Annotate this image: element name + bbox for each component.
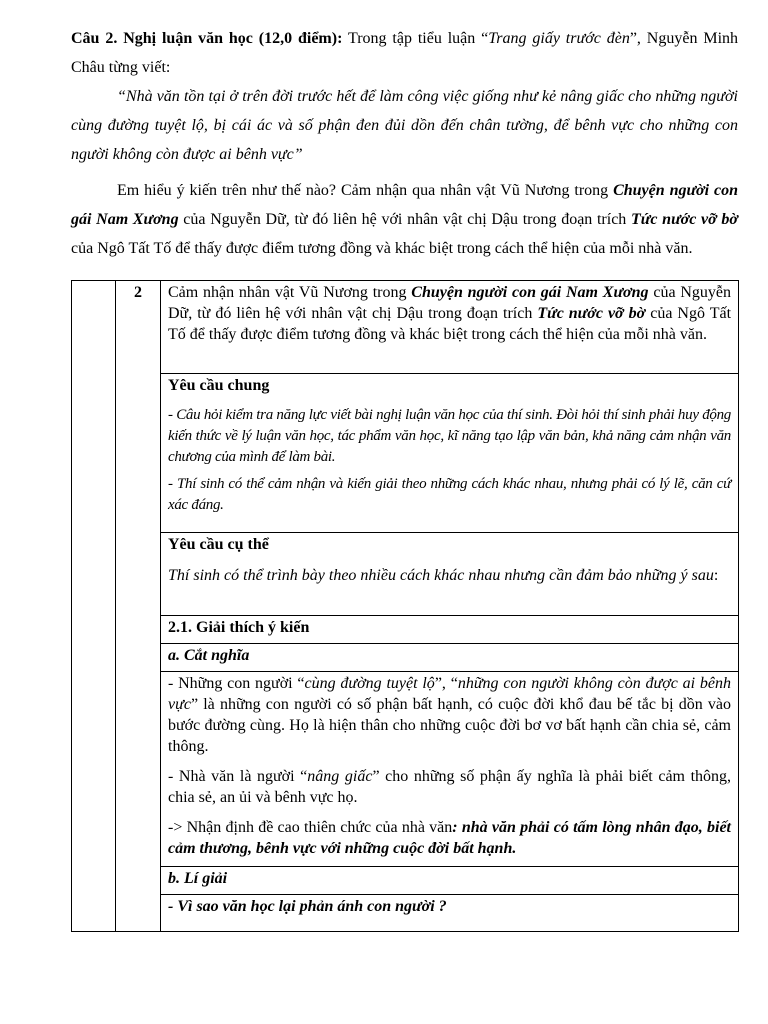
section-heading: Yêu cầu chung bbox=[168, 377, 270, 394]
quote: “Nhà văn tồn tại ở trên đời trước hết để làm công việc giống như kẻ nâng giấc cho những người cùng đường tuyệt lộ, bị cái ác và số phận đen đủi dồn đến chân tường, để bênh vực cho những con người không còn được ai bênh vực” bbox=[71, 88, 738, 163]
question-intro bbox=[71, 24, 738, 263]
list-item: - Nhà văn là người “nâng giấc” cho những số phận ấy nghĩa là phải biết cảm thông, chia sẻ, an ủi và bênh vực họ. bbox=[168, 768, 732, 806]
table-row bbox=[72, 644, 739, 672]
empty-column bbox=[72, 281, 116, 932]
list-item: -> Nhận định đề cao thiên chức của nhà văn: nhà văn phải có tấm lòng nhân đạo, biết cảm thương, bênh vực với những cuộc đời bất hạnh. bbox=[168, 819, 731, 857]
table-row bbox=[72, 374, 739, 533]
list-item: Thí sinh có thể trình bày theo nhiều cách khác nhau nhưng cần đảm bảo những ý sau: bbox=[168, 567, 719, 584]
sub-heading: a. Cắt nghĩa bbox=[161, 644, 739, 672]
sub-question: - Vì sao văn học lại phản ánh con người ? bbox=[161, 895, 739, 932]
grading-table bbox=[71, 280, 739, 932]
table-row bbox=[72, 616, 739, 644]
general-requirements bbox=[161, 374, 739, 533]
task-cell: Cảm nhận nhân vật Vũ Nương trong Chuyện người con gái Nam Xương của Nguyễn Dữ, từ đó liên hệ với nhân vật chị Dậu trong đoạn trích Tức nước vỡ bờ của Ngô Tất Tố để thấy được điểm tương đồng và khác biệt trong cách thể hiện của mỗi nhà văn. bbox=[161, 281, 739, 374]
work-title: Chuyện người con gái Nam Xương bbox=[411, 284, 649, 301]
excerpt-title: Tức nước vỡ bờ bbox=[537, 305, 646, 322]
question-task: Em hiểu ý kiến trên như thế nào? Cảm nhận qua nhân vật Vũ Nương trong Chuyện người con gái Nam Xương của Nguyễn Dữ, từ đó liên hệ với nhân vật chị Dậu trong đoạn trích Tức nước vỡ bờ của Ngô Tất Tố để thấy được điểm tương đồng và khác biệt trong cách thể hiện của mỗi nhà văn. bbox=[71, 182, 739, 257]
question-prompt: Câu 2. Nghị luận văn học (12,0 điểm): Trong tập tiểu luận “Trang giấy trước đèn”, Nguyễn Minh Châu từng viết: bbox=[71, 30, 739, 76]
list-item: - Những con người “cùng đường tuyệt lộ”, “những con người không còn được ai bênh vực” là những con người có số phận bất hạnh, có cuộc đời khổ đau bế tắc bị dồn vào bước đường cùng. Họ là hiện thân cho những cuộc đời bơ vơ bất hạnh cần chia sẻ, cảm thông. bbox=[168, 675, 732, 755]
work-title: Chuyện người con gái Nam Xương bbox=[71, 182, 738, 228]
specific-requirements bbox=[161, 533, 739, 616]
section-heading: Yêu cầu cụ thể bbox=[168, 536, 269, 553]
book-title: Trang giấy trước đèn bbox=[488, 30, 630, 47]
list-item: - Thí sinh có thể cảm nhận và kiến giải theo những cách khác nhau, nhưng phải có lý lẽ, căn cứ xác đáng. bbox=[168, 476, 731, 513]
table-row bbox=[72, 672, 739, 867]
question-heading: Câu 2. Nghị luận văn học (12,0 điểm): bbox=[71, 30, 343, 47]
explanation-cell bbox=[161, 672, 739, 867]
table-row bbox=[72, 895, 739, 932]
table-row bbox=[72, 867, 739, 895]
table-row bbox=[72, 533, 739, 616]
question-number: 2 bbox=[116, 281, 161, 932]
section-heading: 2.1. Giải thích ý kiến bbox=[161, 616, 739, 644]
sub-heading: b. Lí giải bbox=[161, 867, 739, 895]
excerpt-title: Tức nước vỡ bờ bbox=[631, 211, 739, 228]
list-item: - Câu hỏi kiểm tra năng lực viết bài nghị luận văn học của thí sinh. Đòi hỏi thí sinh phải huy động kiến thức về lý luận văn học, tác phẩm văn học, kĩ năng tạo lập văn bản, khả năng cảm nhận văn chương của mình để làm bài. bbox=[168, 407, 731, 465]
table-row bbox=[72, 281, 739, 374]
